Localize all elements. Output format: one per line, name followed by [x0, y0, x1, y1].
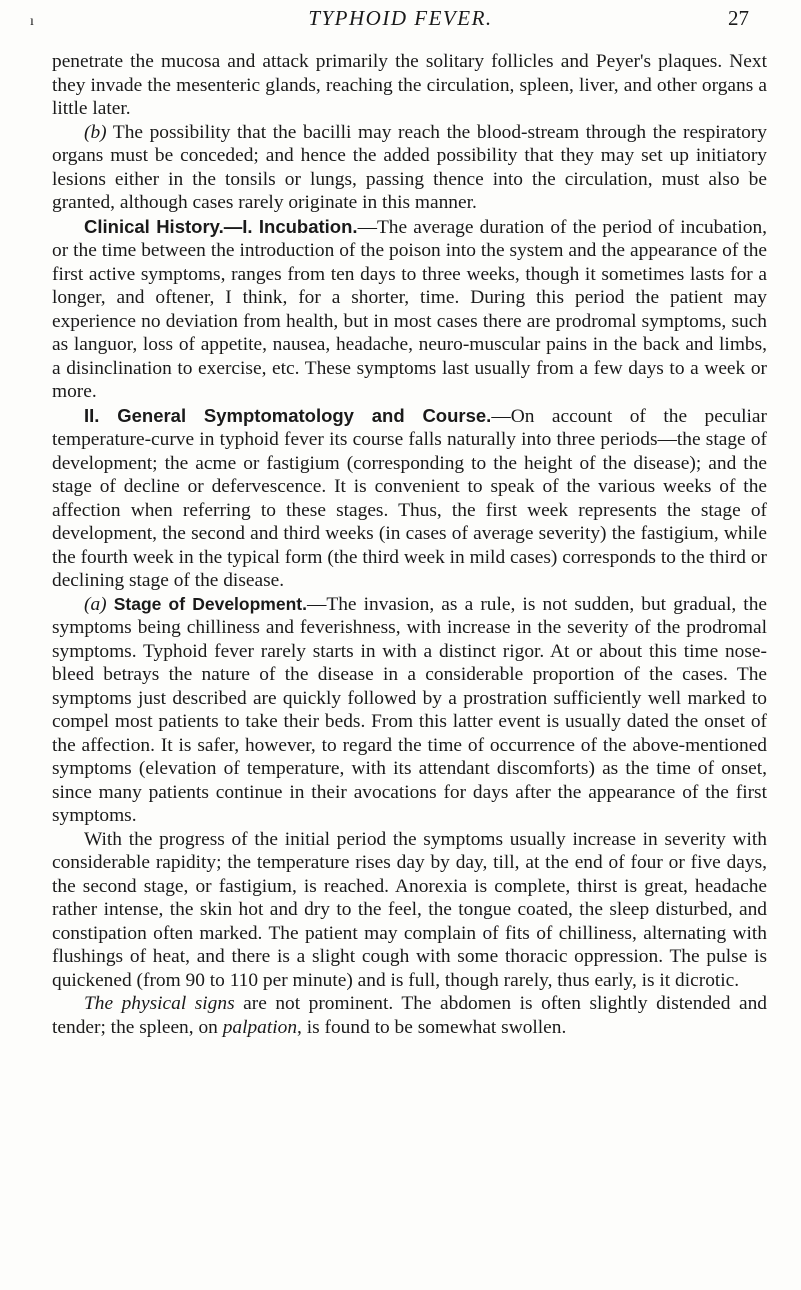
emphasis-text: The physical signs [84, 993, 235, 1014]
emphasis-text: palpation [222, 1016, 298, 1038]
item-label: (a) [84, 593, 107, 615]
running-head [0, 6, 801, 36]
paragraph-text: —On account of the peculiar temperature-curve in typhoid fever its course falls naturally into three periods—the stage of development; the acme or fastigium (corresponding to the height of the disease); and the stage of decline or defervescence. It is convenient to speak of the various weeks of the affection when referring to these stages. Thus, the first week represents the stage of development, the second and third weeks (in cases of average severity) the fastigium, while the fourth week in the typical form (the third week in mild cases) corresponds to the third or declining stage of the disease. [52, 405, 767, 591]
paragraph-text: penetrate the mucosa and attack primarily the solitary follicles and Peyer's plaques. Next they invade the mesenteric glands, reaching the circulation, spleen, liver, and other organs a little later. [52, 51, 767, 119]
section-heading: II. General Symptomatology and Course. [84, 404, 492, 426]
paragraph-text: are not prominent. The abdomen is often slightly distended and tender; the spleen, on [52, 993, 767, 1038]
edge-mark: ı [30, 14, 34, 29]
paragraph-text: , is found to be somewhat swollen. [297, 1016, 567, 1038]
paragraph-text: With the progress of the initial period the symptoms usually increase in severity with considerable rapidity; the temperature rises day by day, till, at the end of four or five days, the second stage, or fastigium, is reached. Anorexia is complete, thirst is great, headache rather intense, the skin hot and dry to the feel, the tongue coated, the sleep disturbed, and constipation often marked. The patient may complain of fits of chilliness, alternating with flushings of heat, and there is a slight cough with some thoracic oppression. The pulse is quickened (from 90 to 110 per minute) and is full, though rarely, thus early, is it dicrotic. [52, 828, 767, 991]
section-heading: Clinical History.—I. Incubation. [84, 215, 358, 237]
paragraph-text: —The invasion, as a rule, is not sudden, but gradual, the symptoms being chilliness and feverishness, with increase in the severity of the prodromal symptoms. Typhoid fever rarely starts in with a distinct rigor. At or about this time nose-bleed betrays the nature of the disease in a considerable proportion of the cases. The symptoms just described are quickly followed by a prostration sufficiently well marked to compel most patients to take their beds. From this latter event is usually dated the onset of the affection. It is safer, however, to regard the time of occurrence of the above-mentioned symptoms (elevation of temperature, with its attendant discomforts) as the time of onset, since many patients continue in their avocations for days after the appearance of the first symptoms. [52, 593, 767, 826]
paragraph-incubation [52, 215, 767, 404]
page-number: 27 [728, 6, 749, 30]
paragraph-symptomatology [52, 404, 767, 593]
paragraph-initial-period [52, 828, 767, 993]
paragraph-text: The possibility that the bacilli may reach the blood-stream through the respiratory organs must be conceded; and hence the added possibility that they may set up initiatory lesions either in the tonsils or lungs, passing thence into the circulation, must also be granted, although cases rarely originate in this manner. [52, 121, 767, 213]
subsection-heading: Stage of Development. [106, 593, 307, 614]
body-text [52, 50, 767, 1039]
running-title: TYPHOID FEVER. [308, 6, 493, 30]
paragraph-physical-signs [52, 992, 767, 1039]
paragraph-respiratory [52, 121, 767, 215]
paragraph-stage-development [52, 593, 767, 828]
item-label: (b) [84, 121, 107, 143]
paragraph-mucosa [52, 50, 767, 121]
paragraph-text: —The average duration of the period of incubation, or the time between the introduction of the poison into the system and the appearance of the first active symptoms, ranges from ten days to three weeks, though it sometimes lasts for a longer, and oftener, I think, for a shorter, time. During this period the patient may experience no deviation from health, but in most cases there are prodromal symptoms, such as languor, loss of appetite, nausea, headache, neuro-muscular pains in the back and limbs, a disinclination to exercise, etc. These symptoms last usually from a few days to a week or more. [52, 216, 767, 402]
